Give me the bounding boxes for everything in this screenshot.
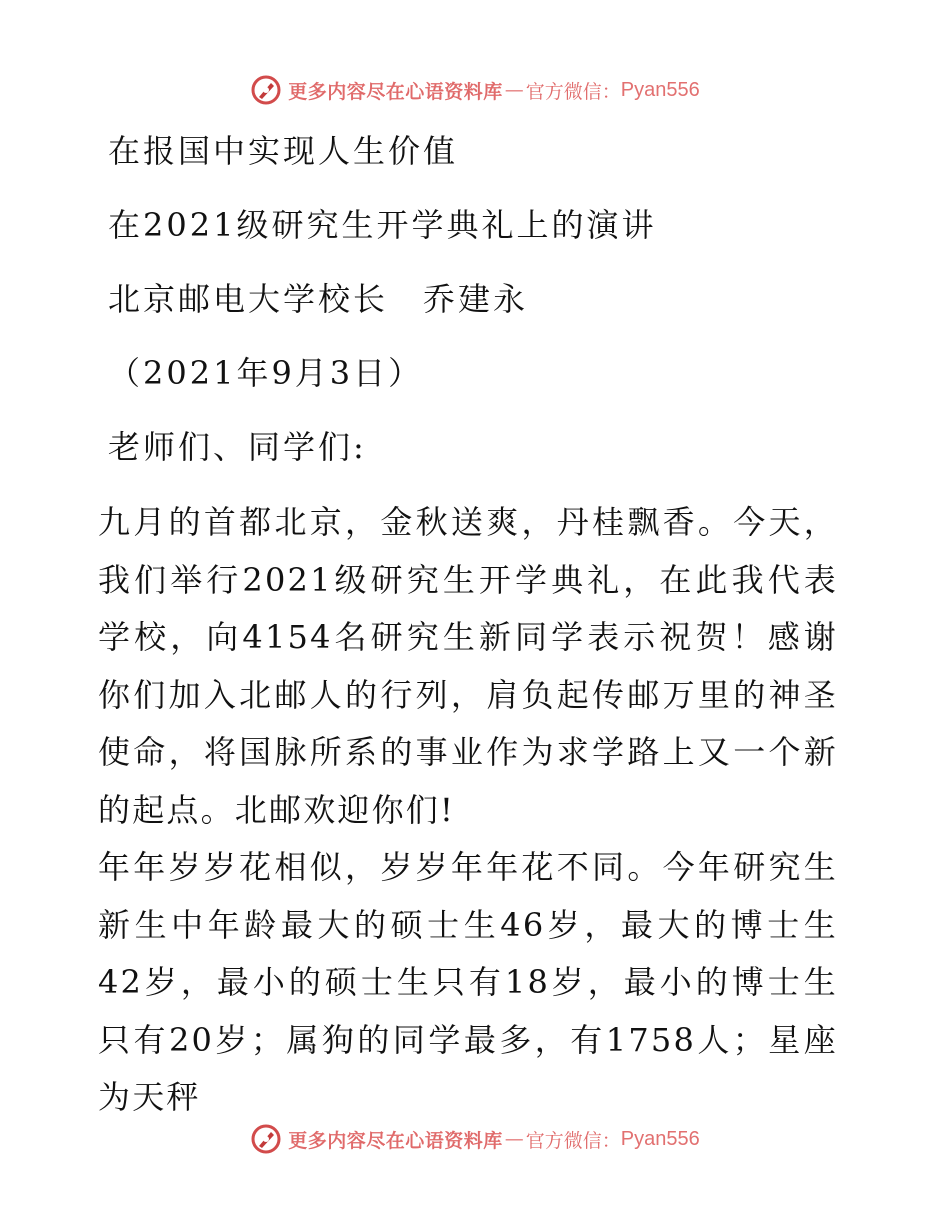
header-watermark <box>0 73 950 107</box>
paragraph-1: 九月的首都北京，金秋送爽，丹桂飘香。今天，我们举行2021级研究生开学典礼，在此我代表学校，向4154名研究生新同学表示祝贺！感谢你们加入北邮人的行列，肩负起传邮万里的神圣使命，将国脉所系的事业作为求学路上又一个新的起点。北邮欢迎你们! <box>98 503 838 829</box>
watermark-suffix: 官方微信： <box>525 1129 621 1152</box>
watermark-brand: 更多内容尽在心语资料库 <box>288 80 503 103</box>
paragraph-2: 年年岁岁花相似，岁岁年年花不同。今年研究生新生中年龄最大的硕士生46岁，最大的博士生42岁，最小的硕士生只有18岁，最小的博士生只有20岁；属狗的同学最多，有1758人；星座为天秤 <box>98 848 838 1116</box>
document-title: 在报国中实现人生价值 <box>108 132 459 170</box>
watermark-wechat-id: Pyan556 <box>620 1127 700 1150</box>
document-subtitle: 在2021级研究生开学典礼上的演讲 <box>108 206 657 244</box>
pen-logo-icon <box>250 1123 282 1155</box>
watermark-brand: 更多内容尽在心语资料库 <box>288 1129 503 1152</box>
footer-watermark <box>0 1122 950 1156</box>
document-salutation: 老师们、同学们: <box>108 428 367 466</box>
watermark-dash: — <box>504 1128 524 1150</box>
document-date: （2021年9月3日） <box>108 354 424 392</box>
document-author: 北京邮电大学校长 乔建永 <box>108 280 529 318</box>
watermark-suffix: 官方微信： <box>525 80 621 103</box>
pen-logo-icon <box>250 74 282 106</box>
watermark-dash: — <box>504 79 524 101</box>
watermark-wechat-id: Pyan556 <box>620 78 700 101</box>
